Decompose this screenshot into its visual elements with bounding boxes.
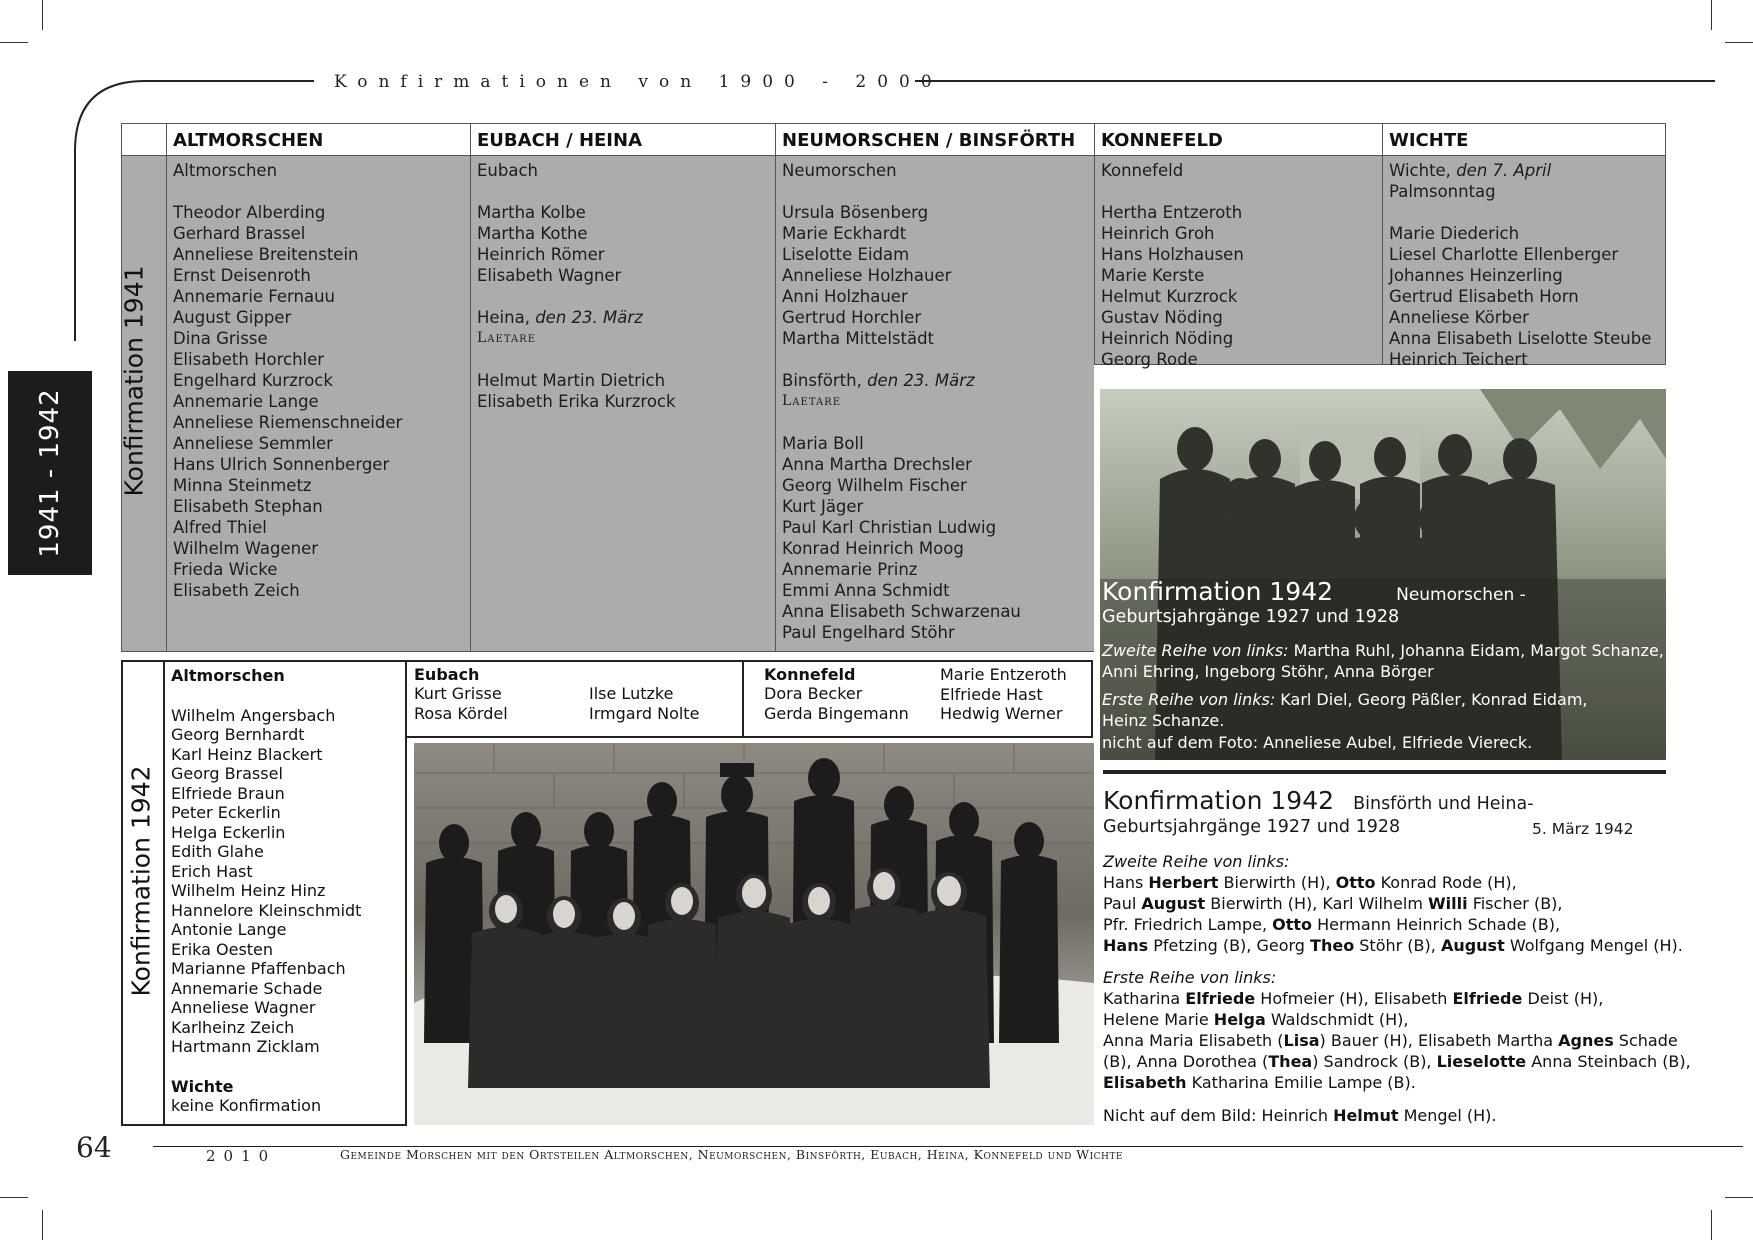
list-item: Ilse Lutzke xyxy=(589,684,674,703)
list-item: Elisabeth Horchler xyxy=(173,350,325,369)
photo-neumorschen-1942 xyxy=(1100,389,1666,760)
neumorschen-caption-title: Konfirmation 1942 xyxy=(1102,577,1334,606)
list-item: Liselotte Eidam xyxy=(782,245,910,264)
list-item: Wilhelm Heinz Hinz xyxy=(171,881,326,900)
page-number: 64 xyxy=(76,1131,112,1164)
wichte-1942-heading: Wichte xyxy=(171,1076,234,1096)
list-item: Wilhelm Wagener xyxy=(173,539,319,558)
list-item: Marie Eckhardt xyxy=(782,224,907,243)
footer-year: 2010 xyxy=(206,1147,277,1165)
crop-mark xyxy=(42,0,43,30)
konfirmation-1942-label: Konfirmation 1942 xyxy=(126,765,156,997)
binsforth-caption-title: Konfirmation 1942 xyxy=(1103,786,1335,815)
konnefeld-1942-col1 xyxy=(764,684,909,723)
row2-label: Zweite Reihe von links: xyxy=(1103,852,1290,871)
list-item: Wilhelm Angersbach xyxy=(171,705,336,725)
binsforth-caption-place: Binsförth und Heina- xyxy=(1353,794,1534,814)
list-item: Martha Kolbe xyxy=(477,203,586,222)
list-item: Kurt Grisse xyxy=(414,684,502,703)
neumorschen-caption-row2: Zweite Reihe von links: Martha Ruhl, Johanna Eidam, Margot Schanze, Anni Ehring, Ingeborg Stöhr, Anna Börger xyxy=(1102,641,1664,681)
year-side-tab xyxy=(8,371,92,575)
altmorschen-1941-names xyxy=(173,202,464,601)
list-item: Dina Grisse xyxy=(173,329,268,348)
list-item: Maria Boll xyxy=(782,434,864,453)
konnefeld-1942-heading: Konnefeld xyxy=(764,665,856,684)
list-item: Theodor Alberding xyxy=(173,203,326,222)
list-item: Hans Ulrich Sonnenberger xyxy=(173,455,390,474)
konnefeld-1942-col2 xyxy=(940,665,1067,724)
konfirmation-1942-altmorschen-box xyxy=(121,660,407,1126)
list-item: Anna Martha Drechsler xyxy=(782,455,972,474)
list-item: Anneliese Wagner xyxy=(171,998,316,1017)
list-item: Anneliese Riemenschneider xyxy=(173,413,403,432)
place-heading: Konnefeld xyxy=(1101,161,1184,180)
konnefeld-1942-box xyxy=(742,660,1093,738)
list-item: Ernst Deisenroth xyxy=(173,266,311,285)
list-item: Helmut Kurzrock xyxy=(1101,287,1238,306)
list-item: Antonie Lange xyxy=(171,920,287,939)
list-item: Hannelore Kleinschmidt xyxy=(171,900,362,920)
list-item: Gerhard Brassel xyxy=(173,224,306,243)
list-item: Marie Kerste xyxy=(1101,266,1205,285)
binsforth-sunday-label: Laetare xyxy=(782,393,841,409)
crop-mark xyxy=(1711,0,1712,30)
caption-rule xyxy=(1103,770,1666,774)
list-item: Hans Holzhausen xyxy=(1101,245,1244,264)
footer-text: Gemeinde Morschen mit den Ortsteilen Altmorschen, Neumorschen, Binsförth, Eubach, Heina, Konnefeld und Wichte xyxy=(340,1147,1123,1162)
list-item: Konrad Heinrich Moog xyxy=(782,539,964,558)
list-item: Gertrud Horchler xyxy=(782,308,922,327)
crop-mark xyxy=(1725,1197,1753,1198)
list-item: Paul Engelhard Stöhr xyxy=(782,623,955,642)
list-item: Martha Mittelstädt xyxy=(782,329,935,348)
list-item: Anneliese Körber xyxy=(1389,308,1529,327)
binsforth-caption-row1: Erste Reihe von links: Katharina Elfriede Hofmeier (H), Elisabeth Elfriede Deist (H), Helene Marie Helga Waldschmidt (H), Anna Maria Elisabeth (Lisa) Bauer (H), Elisabeth Martha Agnes Schade (B), Anna Dorothea (Thea) Sandrock (B), Lieselotte Anna Steinbach (B), Elisabeth Katharina Emilie Lampe (B). xyxy=(1103,968,1691,1092)
column-header-wichte: WICHTE xyxy=(1382,123,1666,156)
crop-mark xyxy=(1725,42,1753,43)
konnefeld-1941-names xyxy=(1101,202,1376,370)
list-item: Helmut Martin Dietrich xyxy=(477,371,666,390)
eubach-1942-heading: Eubach xyxy=(414,665,480,684)
heina-1941-names xyxy=(477,370,769,412)
list-item: Edith Glahe xyxy=(171,842,264,861)
neumorschen-caption-years: Geburtsjahrgänge 1927 und 1928 xyxy=(1102,607,1400,627)
list-item: Erich Hast xyxy=(171,861,253,881)
column-header-neumorschen-binsforth: NEUMORSCHEN / BINSFÖRTH xyxy=(775,123,1094,156)
binsforth-caption-row2: Zweite Reihe von links: Hans Herbert Bierwirth (H), Otto Konrad Rode (H), Paul August Bierwirth (H), Karl Wilhelm Willi Fischer (B), Pfr. Friedrich Lampe, Otto Hermann Heinrich Schade (B), Hans Pfetzing (B), Georg Theo Stöhr (B), August Wolfgang Mengel (H). xyxy=(1103,852,1683,955)
list-item: Anni Holzhauer xyxy=(782,287,908,306)
neumorschen-binsforth-1941-cell xyxy=(775,156,1094,652)
list-item: Gerda Bingemann xyxy=(764,703,909,723)
heina-sunday-label: Laetare xyxy=(477,330,536,346)
list-item: Kurt Jäger xyxy=(782,497,864,516)
column-header-konnefeld: KONNEFELD xyxy=(1094,123,1382,156)
list-item: Heinrich Nöding xyxy=(1101,329,1234,348)
crop-mark xyxy=(0,1197,28,1198)
list-item: Georg Rode xyxy=(1101,350,1198,369)
wichte-sunday-label: Palmsonntag xyxy=(1389,182,1496,201)
table-corner-cell xyxy=(121,123,166,156)
list-item: Alfred Thiel xyxy=(173,518,267,537)
binsforth-heina-caption-title-line xyxy=(1103,786,1703,815)
list-item: Gustav Nöding xyxy=(1101,308,1223,327)
column-header-altmorschen: ALTMORSCHEN xyxy=(166,123,470,156)
list-item: Elfriede Braun xyxy=(171,783,285,803)
eubach-1941-names xyxy=(477,202,769,286)
list-item: Elfriede Hast xyxy=(940,684,1043,704)
list-item: Hedwig Werner xyxy=(940,704,1063,723)
list-item: Liesel Charlotte Ellenberger xyxy=(1389,245,1619,264)
place-heading: Eubach xyxy=(477,161,538,180)
list-item: Elisabeth Stephan xyxy=(173,497,323,516)
running-header-title: Konfirmationen von 1900 - 2000 xyxy=(334,72,943,92)
list-item: Irmgard Nolte xyxy=(589,703,700,723)
list-item: Hartmann Zicklam xyxy=(171,1037,320,1056)
list-item: Karl Heinz Blackert xyxy=(171,744,323,764)
binsforth-caption-date: 5. März 1942 xyxy=(1532,820,1634,838)
binsforth-date-line: Binsförth, den 23. März xyxy=(782,371,975,390)
eubach-1942-col1 xyxy=(414,684,508,723)
wichte-1942-note: keine Konfirmation xyxy=(171,1096,322,1115)
place-heading: Neumorschen xyxy=(782,161,897,180)
list-item: Elisabeth Zeich xyxy=(173,581,300,600)
list-item: Johannes Heinzerling xyxy=(1389,266,1563,285)
photo-group-1942 xyxy=(414,743,1094,1125)
list-item: Heinrich Groh xyxy=(1101,224,1215,243)
altmorschen-1942-list xyxy=(171,666,361,1116)
list-item: Engelhard Kurzrock xyxy=(173,371,333,390)
binsforth-caption-years: Geburtsjahrgänge 1927 und 1928 xyxy=(1103,817,1401,837)
list-item: Marianne Pfaffenbach xyxy=(171,959,346,978)
list-item: Karlheinz Zeich xyxy=(171,1017,295,1037)
list-item: Emmi Anna Schmidt xyxy=(782,581,950,600)
list-item: Minna Steinmetz xyxy=(173,476,312,495)
eubach-heina-1941-cell xyxy=(470,156,775,652)
list-item: Ursula Bösenberg xyxy=(782,203,929,222)
list-item: Georg Brassel xyxy=(171,764,283,783)
list-item: Anneliese Holzhauer xyxy=(782,266,952,285)
list-item: Georg Bernhardt xyxy=(171,725,305,744)
neumorschen-caption-title-line xyxy=(1102,577,1526,606)
list-item: Anna Elisabeth Liselotte Steube xyxy=(1389,329,1652,348)
list-item: Anna Elisabeth Schwarzenau xyxy=(782,602,1021,621)
list-item: Erika Oesten xyxy=(171,939,274,959)
list-item: Annemarie Lange xyxy=(173,392,319,411)
neumorschen-caption-row1: Erste Reihe von links: Karl Diel, Georg Päßler, Konrad Eidam, Heinz Schanze. xyxy=(1102,690,1588,730)
binsforth-caption-missing: Nicht auf dem Bild: Heinrich Helmut Mengel (H). xyxy=(1103,1106,1497,1125)
row-label-cell xyxy=(121,156,166,652)
list-item: Annemarie Prinz xyxy=(782,560,918,579)
column-header-eubach-heina: EUBACH / HEINA xyxy=(470,123,775,156)
eubach-1942-box xyxy=(405,660,744,738)
photo-group-image xyxy=(414,743,1094,1125)
list-item: Annemarie Fernauu xyxy=(173,287,336,306)
crop-mark xyxy=(0,42,28,43)
list-item: Martha Kothe xyxy=(477,224,588,243)
list-item: Anneliese Breitenstein xyxy=(173,245,359,264)
place-heading: Altmorschen xyxy=(171,666,285,685)
binsforth-1941-names xyxy=(782,433,1088,643)
wichte-1941-names xyxy=(1389,223,1659,370)
wichte-1941-cell xyxy=(1382,156,1666,369)
list-item: Elisabeth Erika Kurzrock xyxy=(477,392,676,411)
list-item: Annemarie Schade xyxy=(171,978,323,998)
place-heading: Altmorschen xyxy=(173,161,278,180)
list-item: Frieda Wicke xyxy=(173,560,278,579)
altmorschen-1941-cell xyxy=(166,156,470,652)
list-item: Heinrich Römer xyxy=(477,245,605,264)
list-item: Heinrich Teichert xyxy=(1389,350,1528,369)
neumorschen-1941-names xyxy=(782,202,1088,349)
list-item: Rosa Kördel xyxy=(414,703,508,723)
list-item: Paul Karl Christian Ludwig xyxy=(782,518,997,537)
neumorschen-caption-place: Neumorschen - xyxy=(1396,585,1526,605)
list-item: Anneliese Semmler xyxy=(173,434,333,453)
wichte-date-line: Wichte, den 7. April xyxy=(1389,161,1552,180)
konfirmation-1941-label: Konfirmation 1941 xyxy=(119,265,149,497)
list-item: Hertha Entzeroth xyxy=(1101,203,1243,222)
list-item: Gertrud Elisabeth Horn xyxy=(1389,287,1579,306)
year-side-tab-label: 1941 - 1942 xyxy=(35,388,65,558)
list-item: Marie Entzeroth xyxy=(940,665,1067,684)
konnefeld-1941-cell xyxy=(1094,156,1382,369)
crop-mark xyxy=(42,1210,43,1240)
list-item: August Gipper xyxy=(173,308,292,327)
eubach-1942-col2 xyxy=(589,684,699,723)
list-item: Elisabeth Wagner xyxy=(477,266,622,285)
list-item: Dora Becker xyxy=(764,684,863,703)
neumorschen-caption-missing: nicht auf dem Foto: Anneliese Aubel, Elfriede Viereck. xyxy=(1102,733,1533,752)
list-item: Helga Eckerlin xyxy=(171,822,286,842)
list-item: Peter Eckerlin xyxy=(171,803,281,822)
crop-mark xyxy=(1711,1210,1712,1240)
list-item: Georg Wilhelm Fischer xyxy=(782,476,967,495)
list-item: Marie Diederich xyxy=(1389,224,1520,243)
row1-label: Erste Reihe von links: xyxy=(1103,968,1277,987)
heina-date-line: Heina, den 23. März xyxy=(477,308,643,327)
